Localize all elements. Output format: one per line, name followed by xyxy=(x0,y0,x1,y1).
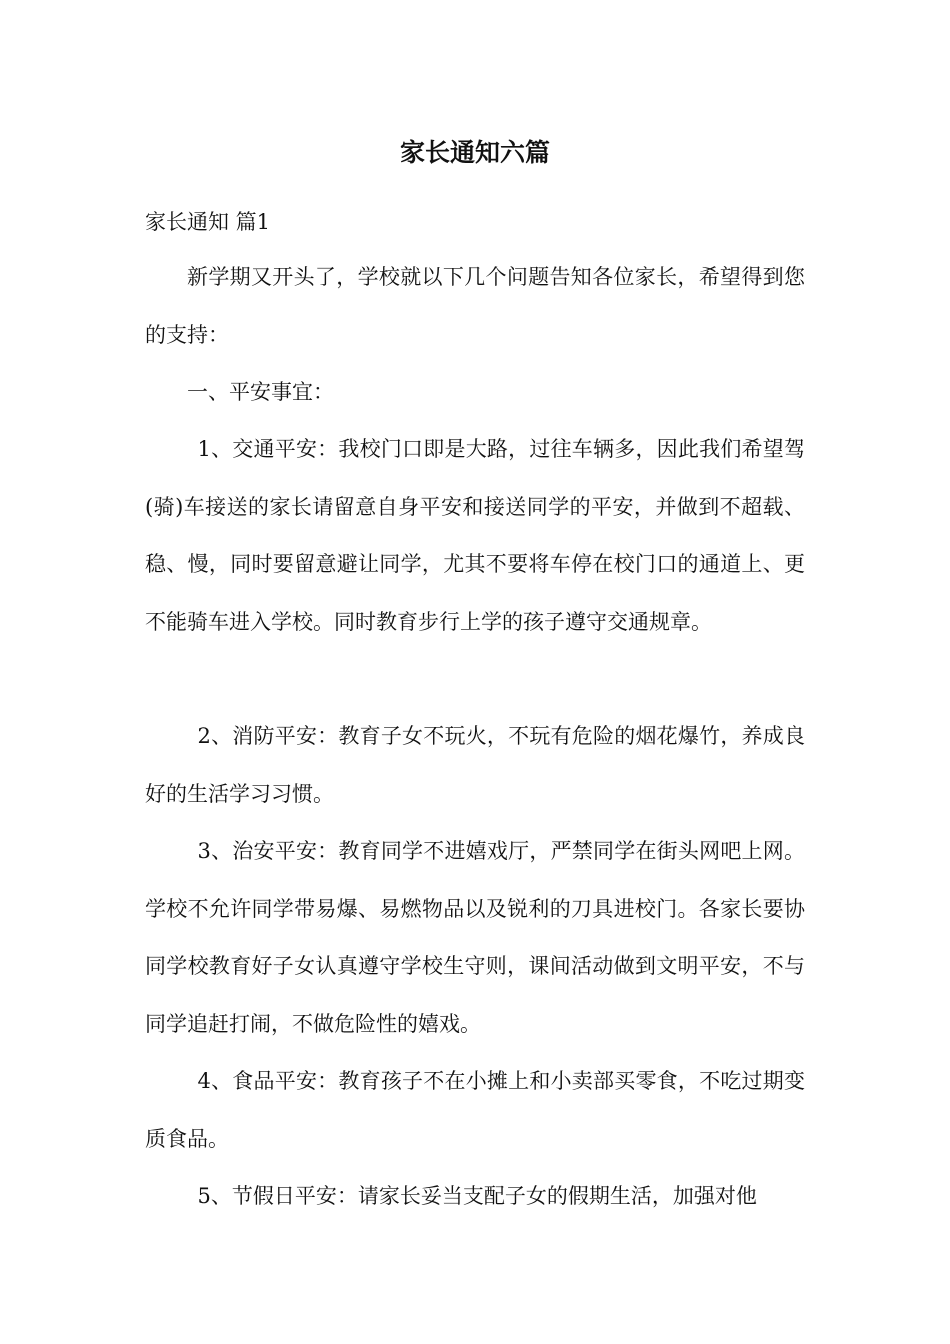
paragraph-traffic-safety: 1、交通平安：我校门口即是大路，过往车辆多，因此我们希望驾(骑)车接送的家长请留意自身平安和接送同学的平安，并做到不超载、稳、慢，同时要留意避让同学，尤其不要将车停在校门口的通道上、更不能骑车进入学校。同时教育步行上学的孩子遵守交通规章。 xyxy=(145,437,805,634)
document-title: 家长通知六篇 xyxy=(399,138,550,167)
paragraph-public-security: 3、治安平安：教育同学不进嬉戏厅，严禁同学在街头网吧上网。学校不允许同学带易爆、易燃物品以及锐利的刀具进校门。各家长要协同学校教育好子女认真遵守学校生守则，课间活动做到文明平安，不与同学追赶打闹，不做危险性的嬉戏。 xyxy=(145,839,805,1036)
paragraph-fire-safety: 2、消防平安：教育子女不玩火，不玩有危险的烟花爆竹，养成良好的生活学习习惯。 xyxy=(145,724,805,806)
paragraph-safety-heading: 一、平安事宜： xyxy=(187,380,334,404)
paragraph-holiday-safety: 5、节假日平安：请家长妥当支配子女的假期生活，加强对他 xyxy=(197,1184,757,1208)
paragraph-intro: 新学期又开头了，学校就以下几个问题告知各位家长，希望得到您的支持： xyxy=(145,265,805,347)
section-heading: 家长通知 篇1 xyxy=(145,210,271,234)
paragraph-food-safety: 4、食品平安：教育孩子不在小摊上和小卖部买零食，不吃过期变质食品。 xyxy=(145,1069,805,1151)
